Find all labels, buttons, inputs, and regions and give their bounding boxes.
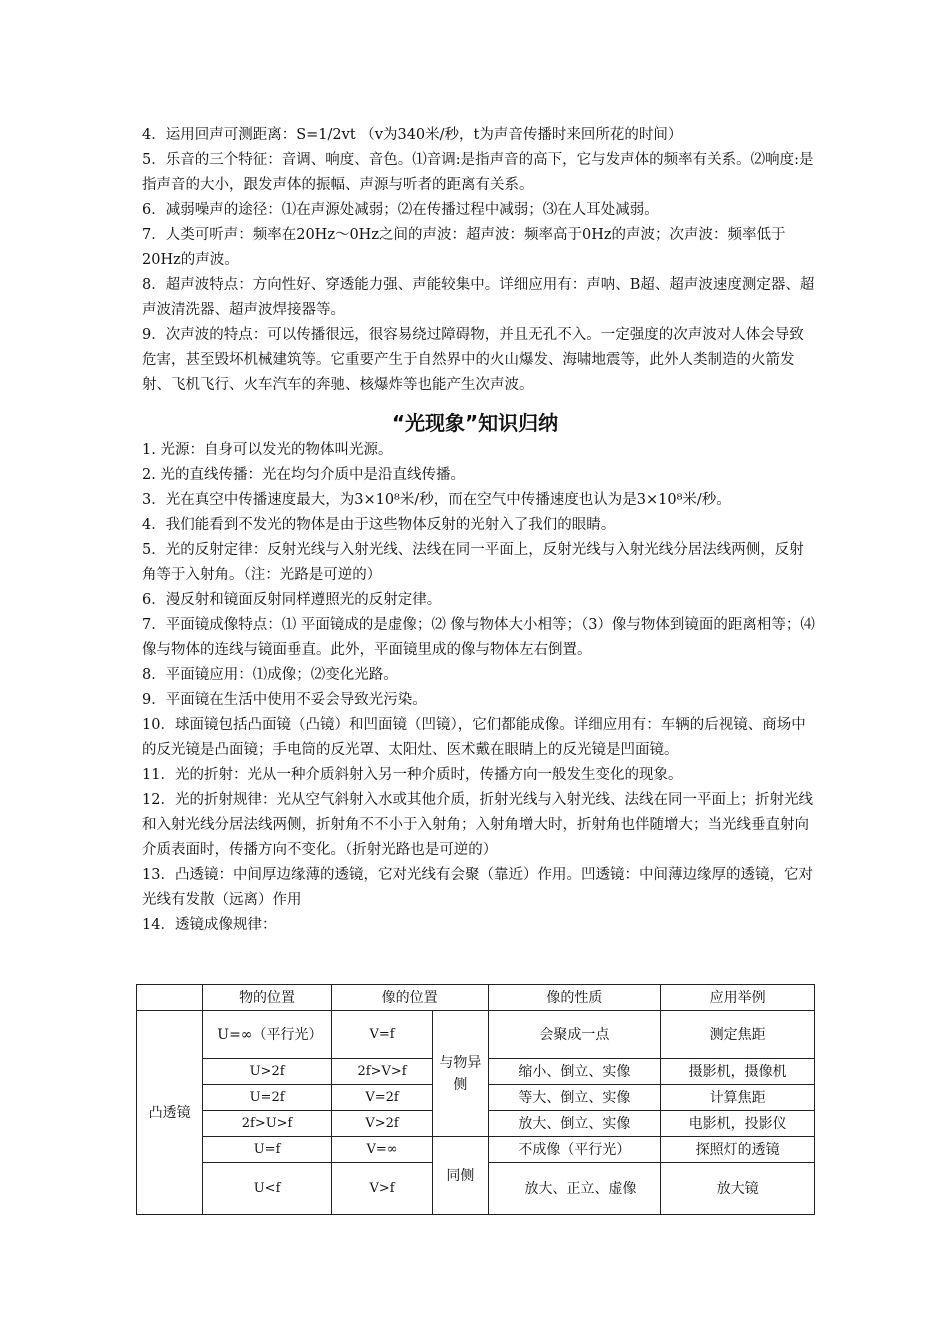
- table-header-cell: 像的位置: [331, 985, 488, 1011]
- image-nature-cell: 等大、倒立、实像: [488, 1085, 661, 1111]
- list-item: 9．平面镜在生活中使用不妥会导致光污染。: [142, 692, 427, 708]
- list-item: 10．球面镜包括凸面镜（凸镜）和凹面镜（凹镜），它们都能成像。详细应用有：车辆的后视镜、商场中的反光镜是凸面镜；手电筒的反光罩、太阳灶、医术戴在眼睛上的反光镜是凹面镜。: [142, 717, 806, 758]
- table-row: [137, 1011, 815, 1059]
- image-position-cell: 2f>V>f: [331, 1059, 432, 1085]
- table-header-cell: [137, 985, 203, 1011]
- object-position-cell: U>2f: [203, 1059, 332, 1085]
- table-header-cell: 应用举例: [661, 985, 815, 1011]
- image-position-cell: V=∞: [331, 1137, 432, 1163]
- list-item: 11．光的折射：光从一种介质斜射入另一种介质时，传播方向一般发生变化的现象。: [142, 767, 683, 783]
- list-item: 8．平面镜应用：⑴成像；⑵变化光路。: [142, 667, 398, 683]
- list-item: 14．透镜成像规律：: [142, 917, 277, 933]
- image-side-cell: 与物异侧: [433, 1011, 488, 1137]
- list-item: 3．光在真空中传播速度最大，为3×10⁸米/秒，而在空气中传播速度也认为是3×10⁸米/秒。: [142, 492, 731, 508]
- image-position-cell: V=f: [331, 1011, 432, 1059]
- image-position-cell: V>2f: [331, 1111, 432, 1137]
- application-cell: 放大镜: [661, 1163, 815, 1215]
- lens-type-cell: 凸透镜: [137, 1011, 203, 1215]
- application-cell: 探照灯的透镜: [661, 1137, 815, 1163]
- light-section: [142, 438, 817, 938]
- application-cell: 电影机，投影仪: [661, 1111, 815, 1137]
- list-item: 2. 光的直线传播：光在均匀介质中是沿直线传播。: [142, 467, 465, 483]
- image-nature-cell: 会聚成一点: [488, 1011, 661, 1059]
- list-item: 1. 光源：自身可以发光的物体叫光源。: [142, 442, 393, 458]
- list-item: 7．人类可听声：频率在20Hz～0Hz之间的声波：超声波：频率高于0Hz的声波；次声波：频率低于20Hz的声波。: [142, 227, 786, 268]
- table-header-row: [137, 985, 815, 1011]
- object-position-cell: U<f: [203, 1163, 332, 1215]
- application-cell: 计算焦距: [661, 1085, 815, 1111]
- section-title: “光现象”知识归纳: [391, 411, 559, 435]
- list-item: 7．平面镜成像特点：⑴ 平面镜成的是虚像；⑵ 像与物体大小相等；（3）像与物体到镜面的距离相等；⑷像与物体的连线与镜面垂直。此外，平面镜里成的像与物体左右倒置。: [142, 617, 815, 658]
- image-nature-cell: 放大、正立、虚像: [488, 1163, 661, 1215]
- image-position-cell: V=2f: [331, 1085, 432, 1111]
- list-item: 5．光的反射定律：反射光线与入射光线、法线在同一平面上，反射光线与入射光线分居法线两侧，反射角等于入射角。（注：光路是可逆的）: [142, 542, 804, 583]
- list-item: 4．运用回声可测距离：S=1/2vt （v为340米/秒，t为声音传播时来回所花的时间）: [142, 127, 683, 143]
- image-nature-cell: 放大、倒立、实像: [488, 1111, 661, 1137]
- object-position-cell: 2f>U>f: [203, 1111, 332, 1137]
- list-item: 6．减弱噪声的途径：⑴在声源处减弱；⑵在传播过程中减弱；⑶在人耳处减弱。: [142, 202, 659, 218]
- image-nature-cell: 缩小、倒立、实像: [488, 1059, 661, 1085]
- object-position-cell: U=∞（平行光）: [203, 1011, 332, 1059]
- lens-imaging-table: [136, 984, 815, 1215]
- image-nature-cell: 不成像（平行光）: [488, 1137, 661, 1163]
- list-item: 6．漫反射和镜面反射同样遵照光的反射定律。: [142, 592, 442, 608]
- list-item: 9．次声波的特点：可以传播很远，很容易绕过障碍物，并且无孔不入。一定强度的次声波对人体会导致危害，甚至毁坏机械建筑等。它重要产生于自然界中的火山爆发、海啸地震等，此外人类制造的火箭发射、飞机飞行、火车汽车的奔驰、核爆炸等也能产生次声波。: [142, 327, 804, 393]
- list-item: 4．我们能看到不发光的物体是由于这些物体反射的光射入了我们的眼睛。: [142, 517, 616, 533]
- table-header-cell: 像的性质: [488, 985, 661, 1011]
- table-row: [137, 1137, 815, 1163]
- list-item: 12．光的折射规律：光从空气斜射入水或其他介质，折射光线与入射光线、法线在同一平面上；折射光线和入射光线分居法线两侧，折射角不不小于入射角；入射角增大时，折射角也伴随增大；当光线垂直射向介质表面时，传播方向不变化。（折射光路也是可逆的）: [142, 792, 813, 858]
- list-item: 8．超声波特点：方向性好、穿透能力强、声能较集中。详细应用有：声呐、B超、超声波速度测定器、超声波清洗器、超声波焊接器等。: [142, 277, 815, 318]
- application-cell: 测定焦距: [661, 1011, 815, 1059]
- table-header-cell: 物的位置: [203, 985, 332, 1011]
- list-item: 5．乐音的三个特征：音调、响度、音色。⑴音调:是指声音的高下，它与发声体的频率有关系。⑵响度:是指声音的大小，跟发声体的振幅、声源与听者的距离有关系。: [142, 152, 814, 193]
- object-position-cell: U=f: [203, 1137, 332, 1163]
- image-position-cell: V>f: [331, 1163, 432, 1215]
- application-cell: 摄影机，摄像机: [661, 1059, 815, 1085]
- object-position-cell: U=2f: [203, 1085, 332, 1111]
- image-side-cell: 同侧: [433, 1137, 488, 1215]
- sound-section: [142, 123, 817, 398]
- list-item: 13．凸透镜：中间厚边缘薄的透镜，它对光线有会聚（靠近）作用。凹透镜：中间薄边缘厚的透镜，它对光线有发散（远离）作用: [142, 867, 813, 908]
